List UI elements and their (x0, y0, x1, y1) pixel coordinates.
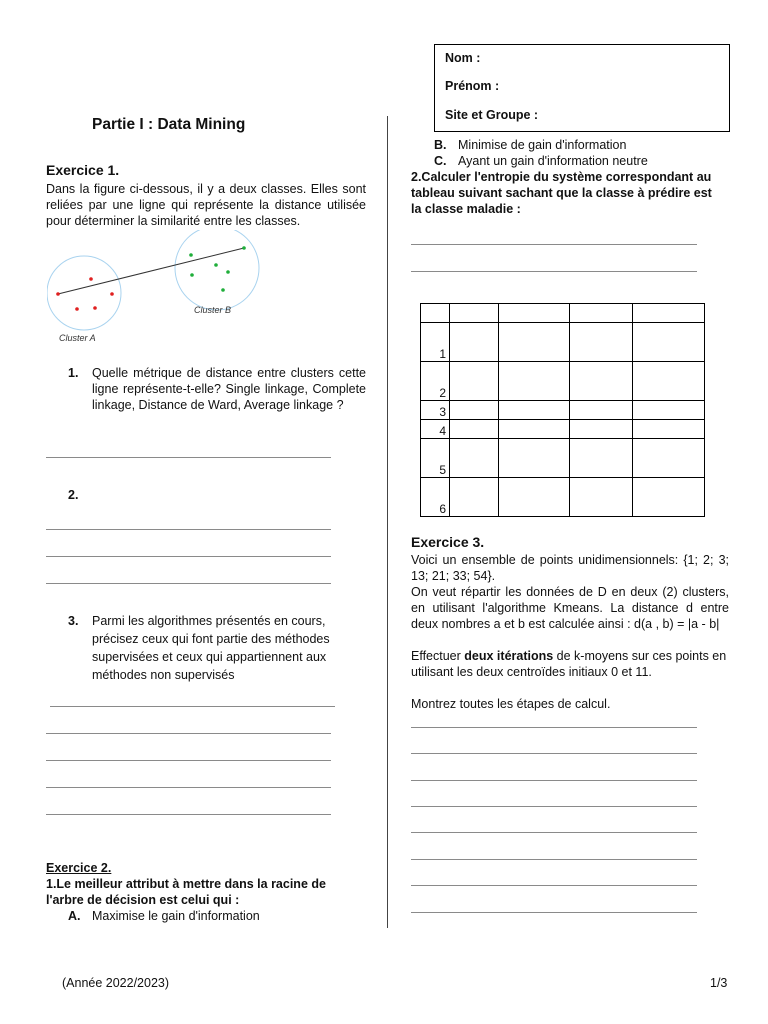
table-cell (450, 439, 499, 478)
answer-line[interactable] (411, 727, 697, 728)
answer-line[interactable] (411, 271, 697, 272)
question-1-number: 1. (68, 366, 79, 380)
answer-line[interactable] (411, 912, 697, 913)
answer-line[interactable] (46, 457, 331, 458)
exercise-3-show-steps: Montrez toutes les étapes de calcul. (411, 697, 611, 711)
table-cell (570, 401, 633, 420)
table-cell (450, 401, 499, 420)
table-cell (499, 362, 570, 401)
cluster-a-label: Cluster A (59, 333, 96, 343)
answer-line[interactable] (46, 814, 331, 815)
option-a-label: A. (68, 909, 81, 923)
table-cell (450, 362, 499, 401)
table-cell (450, 323, 499, 362)
answer-line[interactable] (46, 760, 331, 761)
answer-line[interactable] (46, 529, 331, 530)
table-cell (499, 439, 570, 478)
table-row (421, 401, 705, 420)
option-c-label: C. (434, 154, 447, 168)
answer-line[interactable] (411, 806, 697, 807)
table-cell (450, 420, 499, 439)
question-3-text: Parmi les algorithmes présentés en cours, précisez ceux qui font partie des méthodes supervisées et ceux qui appartiennent aux méthodes non supervisés (92, 614, 330, 682)
answer-line[interactable] (46, 583, 331, 584)
student-id-box (434, 44, 730, 132)
table-cell (570, 439, 633, 478)
table-cell: 4 (421, 420, 450, 439)
table-row (421, 323, 705, 362)
cluster-b-circle (175, 230, 259, 310)
exercise-3-setup: On veut répartir les données de D en deux (2) clusters, en utilisant l'algorithme Kmeans. La distance d entre deux nombres a et b est calculée ainsi : d(a , b) = |a - b| (411, 585, 729, 631)
option-b-text: Minimise de gain d'information (458, 138, 627, 152)
table-row (421, 362, 705, 401)
answer-line[interactable] (411, 244, 697, 245)
option-b-label: B. (434, 138, 447, 152)
answer-line[interactable] (411, 885, 697, 886)
table-cell (499, 478, 570, 517)
answer-line[interactable] (411, 832, 697, 833)
table-cell (570, 420, 633, 439)
part-title: Partie I : Data Mining (92, 116, 246, 133)
instruction-bold: deux itérations (464, 649, 554, 663)
table-cell (450, 478, 499, 517)
table-cell (633, 420, 705, 439)
exercise-2-question-1: 1.Le meilleur attribut à mettre dans la racine de l'arbre de décision est celui qui : (46, 877, 326, 907)
answer-line[interactable] (411, 753, 697, 754)
table-cell (570, 304, 633, 323)
name-label: Nom : (445, 51, 481, 65)
site-group-label: Site et Groupe : (445, 108, 539, 122)
instruction-text-end: de k-moyens sur ces points en utilisant les deux centroïdes initiaux 0 et 11. (411, 649, 727, 679)
table-cell (570, 478, 633, 517)
answer-line[interactable] (46, 787, 331, 788)
answer-line[interactable] (411, 859, 697, 860)
linkage-line (58, 248, 244, 294)
table-cell (633, 401, 705, 420)
table-cell (633, 362, 705, 401)
table-cell (633, 478, 705, 517)
answer-line[interactable] (50, 706, 335, 707)
page-number: 1/3 (710, 976, 728, 990)
option-c-text: Ayant un gain d'information neutre (458, 154, 648, 168)
instruction-text: Effectuer (411, 649, 465, 663)
table-cell (633, 304, 705, 323)
table-cell (499, 323, 570, 362)
table-cell: 2 (421, 362, 450, 401)
table-cell (499, 420, 570, 439)
exercise-2-question-2: 2.Calculer l'entropie du système correspondant au tableau suivant sachant que la classe à prédire est la classe maladie : (411, 170, 712, 216)
entropy-table (420, 303, 705, 517)
exercise-1-intro: Dans la figure ci-dessous, il y a deux classes. Elles sont reliées par une ligne qui représente la distance utilisée pour déterminer la similarité entre les classes. (46, 182, 366, 228)
table-cell (499, 401, 570, 420)
footer-year: (Année 2022/2023) (62, 976, 170, 990)
table-row (421, 304, 705, 323)
table-row (421, 420, 705, 439)
table-row (421, 478, 705, 517)
answer-line[interactable] (411, 780, 697, 781)
table-cell: 1 (421, 323, 450, 362)
answer-line[interactable] (46, 733, 331, 734)
question-1-text: Quelle métrique de distance entre clusters cette ligne représente-t-elle? Single linkage, Complete linkage, Distance de Ward, Average linkage ? (92, 366, 366, 412)
table-cell (633, 439, 705, 478)
table-cell (499, 304, 570, 323)
question-2-number: 2. (68, 488, 79, 502)
table-cell (450, 304, 499, 323)
table-cell (421, 304, 450, 323)
exercise-3-title: Exercice 3. (411, 534, 485, 550)
column-divider (387, 116, 388, 928)
cluster-b-points (189, 246, 246, 292)
table-cell (633, 323, 705, 362)
answer-line[interactable] (46, 556, 331, 557)
cluster-b-label: Cluster B (194, 305, 232, 315)
question-3-number: 3. (68, 614, 79, 628)
exercise-1-title: Exercice 1. (46, 162, 120, 178)
exercise-3-instruction (411, 648, 729, 680)
table-cell: 3 (421, 401, 450, 420)
firstname-label: Prénom : (445, 79, 500, 93)
exercise-3-points: Voici un ensemble de points unidimensionnels: {1; 2; 3; 13; 21; 33; 54}. (411, 553, 729, 583)
table-cell: 6 (421, 478, 450, 517)
table-row (421, 439, 705, 478)
cluster-figure (47, 230, 277, 348)
exercise-2-title: Exercice 2. (46, 861, 112, 875)
table-cell (570, 323, 633, 362)
table-cell: 5 (421, 439, 450, 478)
table-cell (570, 362, 633, 401)
option-a-text: Maximise le gain d'information (92, 909, 260, 923)
